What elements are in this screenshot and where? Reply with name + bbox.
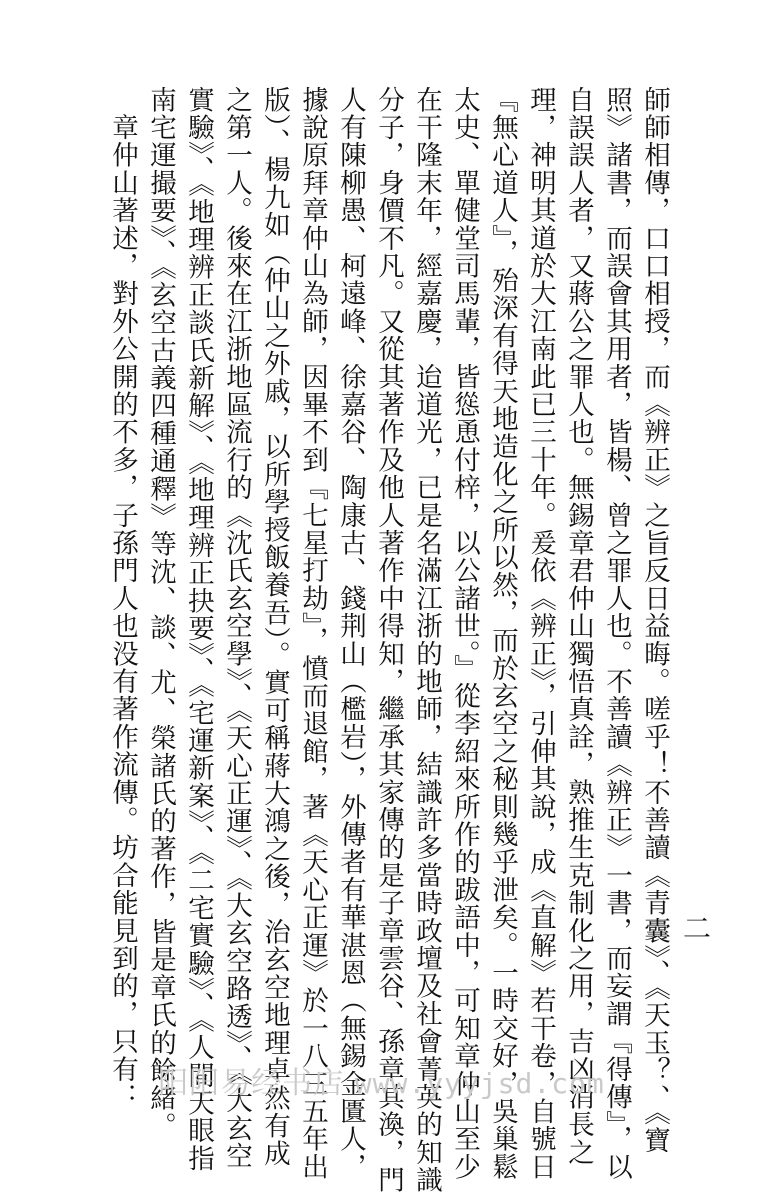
text-column-1: 師師相傳，口口相授，而《辨正》之旨反日益晦。嗟乎！不善讀《青囊》、《天玉？、《寶 (639, 86, 670, 1155)
watermark-shop-name: 阳阳易经书店 (158, 1066, 345, 1101)
text-column-13: 實驗》、《地理辨正談氏新解》、《地理辨正抉要》、《宅運新案》、《二宅實驗》、《人間天眼指 (183, 86, 214, 1173)
text-column-14: 南宅運撮要》、《玄空古義四種通釋》等沈、談、尤、榮諸氏的著作，皆是章氏的餘緒。 (145, 86, 176, 1140)
text-column-10: 據說原拜章仲山為師，因畢不到『七星打劫』，憤而退館，著《天心正運》於一八三五年出 (297, 86, 328, 1181)
watermark-url: www.yyyjsd.com (354, 1067, 605, 1100)
text-column-15: 章仲山著述，對外公開的不多，子孫門人也没有著作流傳。坊合能見到的，只有： (107, 86, 138, 1111)
text-column-6: 太史、單健堂司馬輩，皆慫恿付梓，以公諸世。』從李紹來所作的跋語中，可知章仲山至少 (449, 86, 480, 1181)
text-column-9: 人有陳柳愚、柯遠峰、徐嘉谷、陶康古、錢荆山（檻岩），外傳者有華湛恩（無錫金匱人， (335, 86, 366, 1181)
text-column-12: 之第一人。後來在江浙地區流行的《沈氏玄空學》、《天心正運》、《大玄空路透》、《大玄空 (221, 86, 252, 1170)
text-column-8: 分子，身價不凡。又從其著作及他人著作中得知，繼承其家傳的是子章雲谷、孫章其渙，門 (373, 86, 404, 1194)
text-column-11: 版）、楊九如（仲山之外戚，以所學授飯養吾）。實可稱蔣大鴻之後，治玄空地理卓然有成 (259, 86, 290, 1168)
page-number: 二 (682, 912, 711, 945)
text-column-7: 在干隆末年，經嘉慶，迨道光，已是名滿江浙的地師，結識許多當時政壇及社會菁英的知識 (411, 86, 442, 1194)
text-column-5: 『無心道人』，殆深有得天地造化之所以然，而於玄空之秘則幾乎泄矣。一時交好，吳巢鬆 (487, 86, 518, 1181)
text-column-3: 自誤誤人者，又蔣公之罪人也。無錫章君仲山獨悟真詮，熟推生克制化之用，吉凶消長之 (563, 86, 594, 1167)
watermark (0, 1058, 763, 1102)
text-column-2: 照》諸書，而誤會其用者，皆楊、曾之罪人也。不善讀《辨正》一書，而妄謂『得傳』，以 (601, 86, 632, 1181)
text-column-4: 理，神明其道於大江南此已三十年。爰依《辨正》，引伸其說，成《直解》若干卷，自號日 (525, 86, 556, 1181)
